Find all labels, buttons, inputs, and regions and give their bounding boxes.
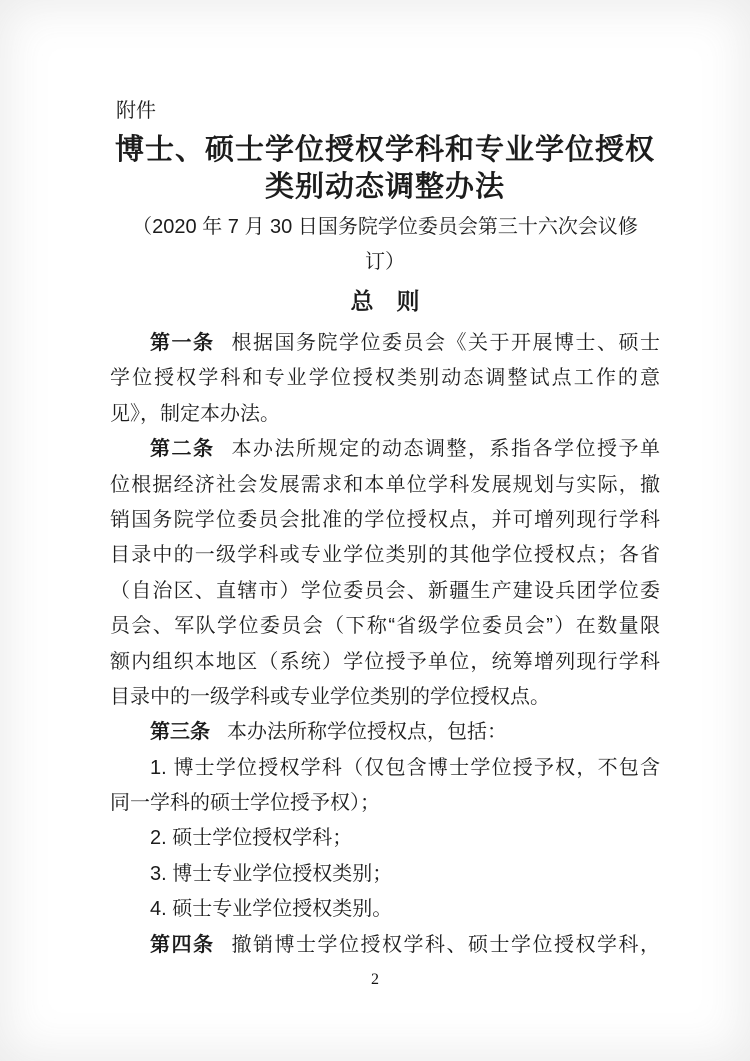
document-line: 同一学科的硕士学位授予权）； <box>110 792 380 815</box>
document-line: 2. 硕士学位授权学科； <box>150 827 353 850</box>
document-subtitle-line-1: （2020 年 7 月 30 日国务院学位委员会第三十六次会议修 <box>132 216 638 238</box>
document-line: 额内组织本地区（系统）学位授予单位，统筹增列现行学科 <box>110 650 660 673</box>
page-number: 2 <box>371 971 379 988</box>
document-subtitle <box>110 210 660 280</box>
document-line: 员会、军队学位委员会（下称“省级学位委员会”）在数量限 <box>110 615 660 638</box>
article-label: 第二条 <box>150 438 215 461</box>
article-label: 第四条 <box>150 933 215 956</box>
document-line: （自治区、直辖市）学位委员会、新疆生产建设兵团学位委 <box>110 579 660 602</box>
document-line: 第一条 根据国务院学位委员会《关于开展博士、硕士 <box>150 332 660 354</box>
document-title-line-1: 博士、硕士学位授权学科和专业学位授权 <box>114 134 655 166</box>
document-line: 3. 博士专业学位授权类别； <box>150 862 393 885</box>
document-line: 目录中的一级学科或专业学位类别的学位授权点。 <box>110 685 550 708</box>
article-label: 第一条 <box>150 332 215 354</box>
document-line: 4. 硕士专业学位授权类别。 <box>150 898 393 921</box>
document-line: 目录中的一级学科或专业学位类别的其他学位授权点；各省 <box>110 544 660 567</box>
document-line: 第三条 本办法所称学位授权点，包括： <box>150 721 507 744</box>
document-body <box>110 326 660 963</box>
article-label: 第三条 <box>150 721 210 744</box>
document-line: 学位授权学科和专业学位授权类别动态调整试点工作的意 <box>110 367 660 390</box>
section-heading-general-provisions: 总 则 <box>350 288 420 314</box>
document-line: 销国务院学位委员会批准的学位授权点，并可增列现行学科 <box>110 508 660 531</box>
page-footer <box>0 969 750 991</box>
document-line: 位根据经济社会发展需求和本单位学科发展规划与实际，撤 <box>110 473 660 496</box>
document-line: 第二条 本办法所规定的动态调整，系指各学位授予单 <box>150 438 660 461</box>
document-title-line-2: 类别动态调整办法 <box>264 171 505 203</box>
document-title <box>110 132 660 206</box>
attachment-label: 附件 <box>116 100 156 122</box>
document-line: 1. 博士学位授权学科（仅包含博士学位授予权，不包含 <box>150 756 660 779</box>
document-line: 第四条 撤销博士学位授权学科、硕士学位授权学科， <box>150 933 660 956</box>
document-subtitle-line-2: 订） <box>365 251 405 273</box>
document-line: 见》，制定本办法。 <box>110 402 280 425</box>
